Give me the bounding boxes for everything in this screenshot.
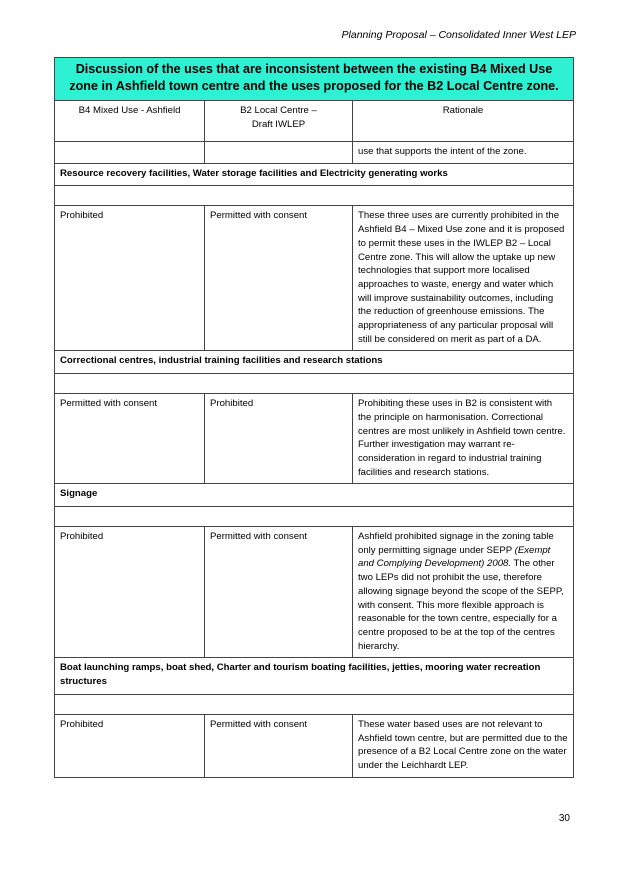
- rationale-text: (Exempt and Complying Development) 2008.: [358, 544, 551, 570]
- page-header: Planning Proposal – Consolidated Inner West LEP: [341, 29, 576, 41]
- section-heading-row: [55, 163, 574, 186]
- rationale: [353, 206, 574, 351]
- rationale-text: Prohibiting these uses in B2 is consistent with the principle on harmonisation. Correctional centres are most unlikely in Ashfield town centre. Further investigation may warrant re-consideration in regard to industrial training facilities and research stations.: [358, 398, 566, 478]
- continuation-col2: [205, 142, 353, 164]
- table-row: [55, 206, 574, 351]
- section-heading: Correctional centres, industrial training facilities and research stations: [55, 351, 574, 374]
- section-spacer-row: [55, 186, 574, 206]
- section-heading-row: [55, 484, 574, 507]
- table-row: [55, 394, 574, 484]
- table-title: Discussion of the uses that are inconsistent between the existing B4 Mixed Use zone in Ashfield town centre and the uses proposed for the B2 Local Centre zone.: [55, 58, 574, 101]
- uses-discussion-table: [54, 57, 574, 778]
- rationale: [353, 714, 574, 777]
- rationale: [353, 394, 574, 484]
- section-heading: Boat launching ramps, boat shed, Charter and tourism boating facilities, jetties, mooring water recreation structures: [55, 658, 574, 694]
- b2-status: Permitted with consent: [205, 714, 353, 777]
- rationale-text: The other two LEPs did not prohibit the use, therefore allowing signage beyond the scope of the SEPP, with consent. This more flexible approach is reasonable for the town centre, especially for a centre proposed to be at the top of the centres hierarchy.: [358, 558, 564, 652]
- section-spacer: [55, 507, 574, 527]
- column-header-row: [55, 101, 574, 142]
- section-heading: Signage: [55, 484, 574, 507]
- b4-status: Prohibited: [55, 527, 205, 658]
- section-spacer-row: [55, 694, 574, 714]
- b2-status: Prohibited: [205, 394, 353, 484]
- section-spacer: [55, 374, 574, 394]
- section-spacer-row: [55, 374, 574, 394]
- b2-status: Permitted with consent: [205, 206, 353, 351]
- section-heading-row: [55, 658, 574, 694]
- page-number: 30: [558, 813, 570, 824]
- section-heading: Resource recovery facilities, Water storage facilities and Electricity generating works: [55, 163, 574, 186]
- rationale-text: These water based uses are not relevant to Ashfield town centre, but are permitted due to the presence of a B2 Local Centre zone on the water under the Leichhardt LEP.: [358, 718, 568, 771]
- continuation-rationale: use that supports the intent of the zone.: [353, 142, 574, 164]
- b4-status: Prohibited: [55, 206, 205, 351]
- column-header-b4: B4 Mixed Use - Ashfield: [55, 101, 205, 142]
- rationale-text: Ashfield prohibited signage in the zoning table only permitting signage under SEPP: [358, 531, 554, 556]
- continuation-row: [55, 142, 574, 164]
- b4-status: Permitted with consent: [55, 394, 205, 484]
- column-header-rationale: Rationale: [353, 101, 574, 142]
- column-header-b2: B2 Local Centre – Draft IWLEP: [205, 101, 353, 142]
- section-heading-row: [55, 351, 574, 374]
- section-spacer: [55, 186, 574, 206]
- rationale-text: These three uses are currently prohibited in the Ashfield B4 – Mixed Use zone and it is proposed to permit these uses in the IWLEP B2 – Local Centre zone. This will allow the uptake up new technologies that support more localised approaches to waste, energy and water which will improve sustainability outcomes, including the reduction of greenhouse emissions. The appropriateness of any particular proposal will still be considered on merit as part of a DA.: [358, 210, 565, 345]
- table-row: [55, 527, 574, 658]
- b4-status: Prohibited: [55, 714, 205, 777]
- section-spacer-row: [55, 507, 574, 527]
- section-spacer: [55, 694, 574, 714]
- table-title-row: [55, 58, 574, 101]
- continuation-col1: [55, 142, 205, 164]
- table-row: [55, 714, 574, 777]
- rationale: [353, 527, 574, 658]
- b2-status: Permitted with consent: [205, 527, 353, 658]
